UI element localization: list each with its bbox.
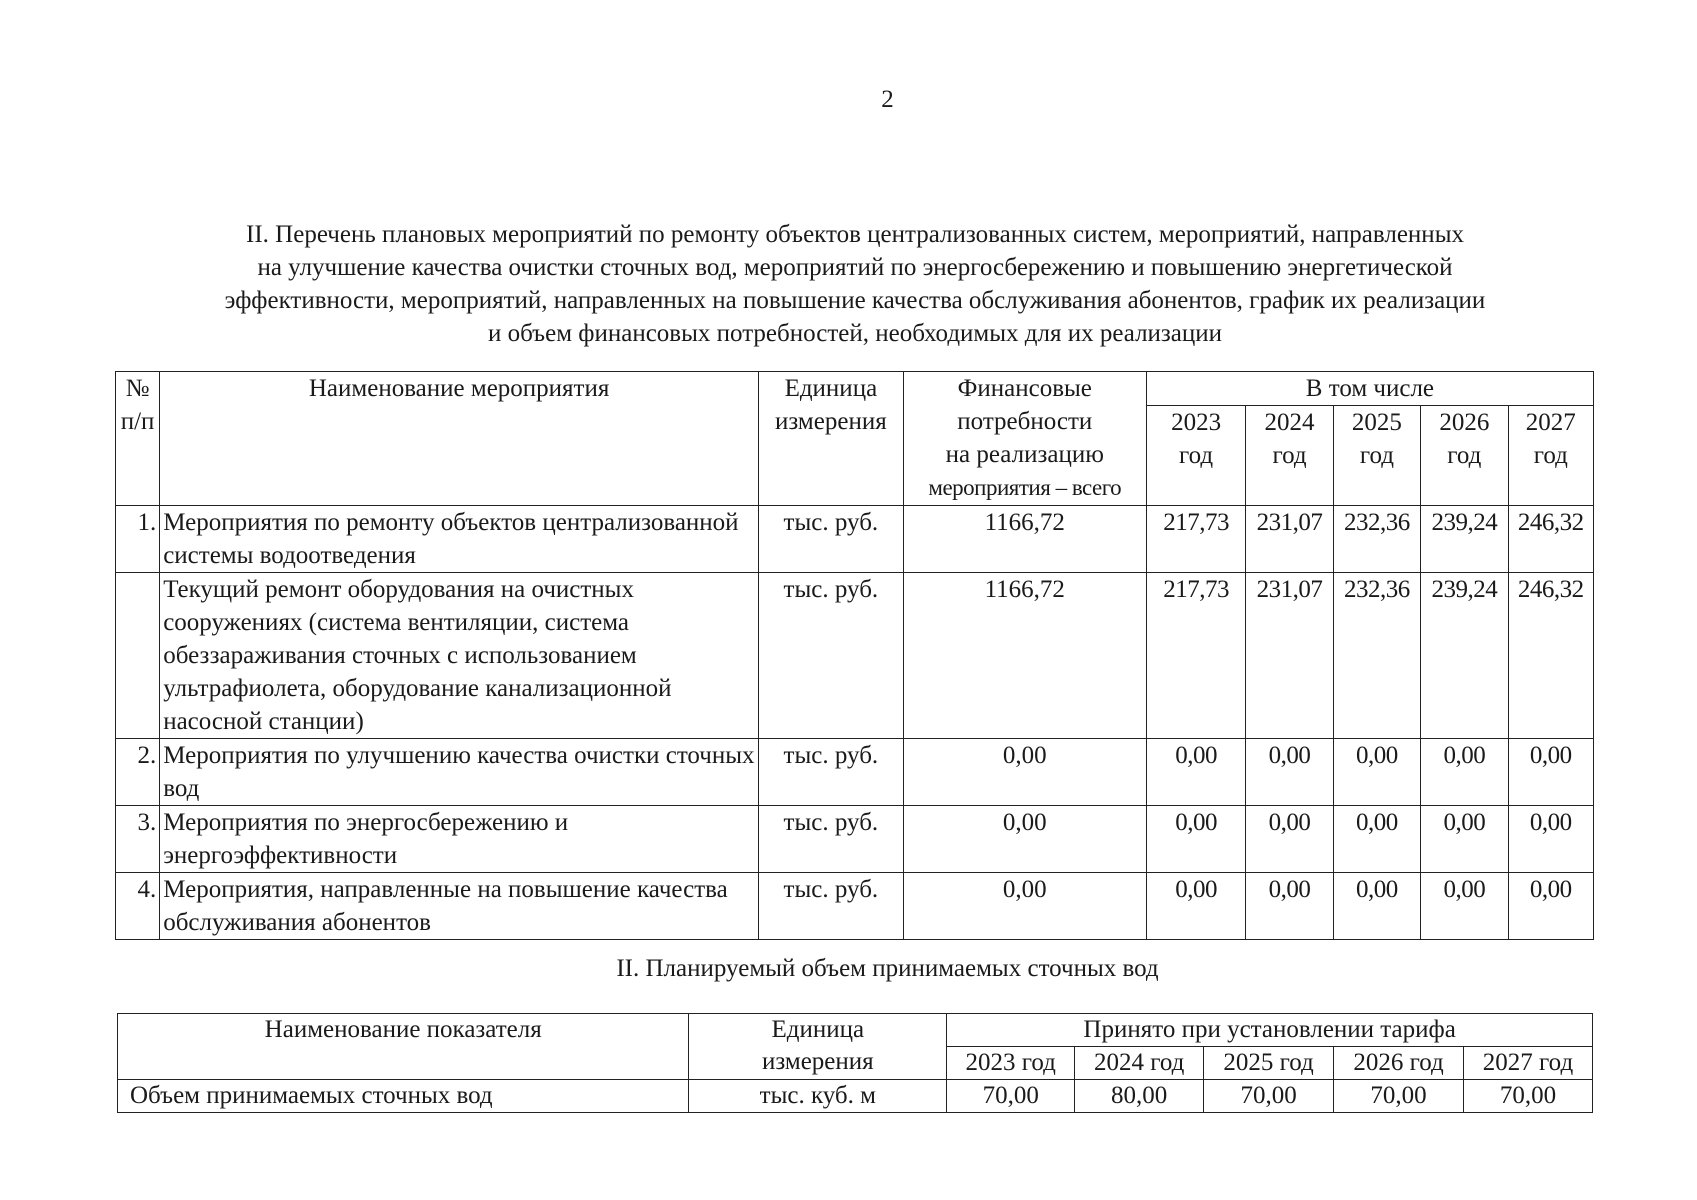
wastewater-volume-table <box>117 1013 1593 1113</box>
col-header-year: 2025 год <box>1204 1047 1334 1080</box>
col-header-number-line-2: п/п <box>120 408 155 435</box>
row-name: Мероприятия, направленные на повышение качества обслуживания абонентов <box>160 873 759 940</box>
col-header-unit-line-2: измерения <box>761 1048 874 1075</box>
measures-table <box>115 371 1594 940</box>
col-header-accepted-at-tariff: Принято при установлении тарифа <box>947 1014 1593 1047</box>
header-row <box>116 372 1594 406</box>
row-value-2024: 0,00 <box>1246 806 1333 873</box>
heading-line-2: на улучшение качества очистки сточных вод, мероприятий по энергосбережению и повышению энергетической <box>257 254 1453 281</box>
col-header-fin-line-1: Финансовые <box>957 375 1092 402</box>
table-row <box>116 506 1594 573</box>
col-header-unit-line-2: измерения <box>775 408 887 435</box>
year-suffix: год <box>1272 442 1307 469</box>
table-row <box>118 1080 1593 1113</box>
col-header-unit <box>689 1014 947 1080</box>
row-value-2027: 70,00 <box>1464 1080 1593 1113</box>
row-value-2025: 0,00 <box>1333 739 1420 806</box>
row-number: 2. <box>116 739 160 806</box>
col-header-year: 2027 год <box>1464 1047 1593 1080</box>
row-value-2027: 0,00 <box>1508 806 1593 873</box>
col-header-financial-needs <box>903 372 1146 506</box>
row-value-2026: 239,24 <box>1421 506 1508 573</box>
row-value-2023: 0,00 <box>1146 739 1245 806</box>
row-value-2027: 0,00 <box>1508 873 1593 940</box>
row-value-2023: 0,00 <box>1146 806 1245 873</box>
row-total: 0,00 <box>903 806 1146 873</box>
col-header-year <box>1421 406 1508 506</box>
page-number: 2 <box>881 86 894 113</box>
row-value-2023: 0,00 <box>1146 873 1245 940</box>
row-total: 0,00 <box>903 739 1146 806</box>
col-header-including: В том числе <box>1146 372 1593 406</box>
row-total: 1166,72 <box>903 573 1146 739</box>
col-header-year <box>1508 406 1593 506</box>
row-total: 0,00 <box>903 873 1146 940</box>
row-name: Объем принимаемых сточных вод <box>118 1080 689 1113</box>
row-unit: тыс. руб. <box>759 873 904 940</box>
col-header-name: Наименование мероприятия <box>160 372 759 506</box>
table-row <box>116 873 1594 940</box>
col-header-number <box>116 372 160 506</box>
year-label: 2025 <box>1351 409 1402 436</box>
row-name: Текущий ремонт оборудования на очистных сооружениях (система вентиляции, система обеззараживания сточных с использованием ультрафиолета, оборудование канализационной насосной станции) <box>160 573 759 739</box>
row-value-2024: 231,07 <box>1246 573 1333 739</box>
year-label: 2023 <box>1171 409 1222 436</box>
row-unit: тыс. руб. <box>759 739 904 806</box>
row-value-2023: 70,00 <box>947 1080 1075 1113</box>
col-header-year: 2023 год <box>947 1047 1075 1080</box>
row-number: 3. <box>116 806 160 873</box>
year-suffix: год <box>1533 442 1568 469</box>
row-value-2023: 217,73 <box>1146 573 1245 739</box>
table-row <box>116 806 1594 873</box>
col-header-indicator: Наименование показателя <box>118 1014 689 1080</box>
row-value-2027: 0,00 <box>1508 739 1593 806</box>
row-name: Мероприятия по энергосбережению и энергоэффективности <box>160 806 759 873</box>
col-header-unit-line-1: Единица <box>784 375 878 402</box>
row-value-2026: 0,00 <box>1421 806 1508 873</box>
col-header-year: 2024 год <box>1075 1047 1204 1080</box>
col-header-year <box>1333 406 1420 506</box>
row-total: 1166,72 <box>903 506 1146 573</box>
section-heading <box>120 218 1590 350</box>
row-number: 1. <box>116 506 160 573</box>
row-number <box>116 573 160 739</box>
col-header-fin-line-2: потребности <box>957 408 1093 435</box>
row-value-2026: 0,00 <box>1421 739 1508 806</box>
row-value-2027: 246,32 <box>1508 506 1593 573</box>
row-unit: тыс. руб. <box>759 806 904 873</box>
col-header-number-line-1: № <box>125 375 150 402</box>
row-number: 4. <box>116 873 160 940</box>
row-value-2025: 0,00 <box>1333 806 1420 873</box>
row-value-2024: 231,07 <box>1246 506 1333 573</box>
year-suffix: год <box>1447 442 1482 469</box>
col-header-unit-line-1: Единица <box>771 1016 865 1043</box>
row-value-2024: 0,00 <box>1246 873 1333 940</box>
col-header-unit <box>759 372 904 506</box>
row-value-2026: 70,00 <box>1334 1080 1464 1113</box>
heading-line-3: эффективности, мероприятий, направленных на повышение качества обслуживания абонентов, график их реализации <box>224 287 1486 314</box>
col-header-fin-line-3: на реализацию <box>945 441 1104 468</box>
row-value-2026: 0,00 <box>1421 873 1508 940</box>
row-name: Мероприятия по ремонту объектов централизованной системы водоотведения <box>160 506 759 573</box>
year-label: 2026 <box>1439 409 1490 436</box>
col-header-fin-line-4: мероприятия – всего <box>928 475 1122 500</box>
row-value-2025: 232,36 <box>1333 573 1420 739</box>
row-unit: тыс. руб. <box>759 573 904 739</box>
year-label: 2027 <box>1525 409 1576 436</box>
year-suffix: год <box>1359 442 1394 469</box>
year-label: 2024 <box>1264 409 1315 436</box>
row-value-2024: 80,00 <box>1075 1080 1204 1113</box>
row-value-2027: 246,32 <box>1508 573 1593 739</box>
col-header-year: 2026 год <box>1334 1047 1464 1080</box>
col-header-year <box>1246 406 1333 506</box>
heading-line-1: II. Перечень плановых мероприятий по ремонту объектов централизованных систем, мероприятий, направленных <box>246 221 1464 248</box>
row-value-2025: 70,00 <box>1204 1080 1334 1113</box>
table-row <box>116 739 1594 806</box>
row-value-2023: 217,73 <box>1146 506 1245 573</box>
row-unit: тыс. куб. м <box>689 1080 947 1113</box>
row-value-2024: 0,00 <box>1246 739 1333 806</box>
row-unit: тыс. руб. <box>759 506 904 573</box>
year-suffix: год <box>1179 442 1214 469</box>
col-header-year <box>1146 406 1245 506</box>
section-2-title: II. Планируемый объем принимаемых сточных вод <box>616 955 1159 982</box>
row-name: Мероприятия по улучшению качества очистки сточных вод <box>160 739 759 806</box>
heading-line-4: и объем финансовых потребностей, необходимых для их реализации <box>487 320 1223 347</box>
row-value-2026: 239,24 <box>1421 573 1508 739</box>
header-row <box>118 1014 1593 1047</box>
table-row <box>116 573 1594 739</box>
row-value-2025: 0,00 <box>1333 873 1420 940</box>
row-value-2025: 232,36 <box>1333 506 1420 573</box>
